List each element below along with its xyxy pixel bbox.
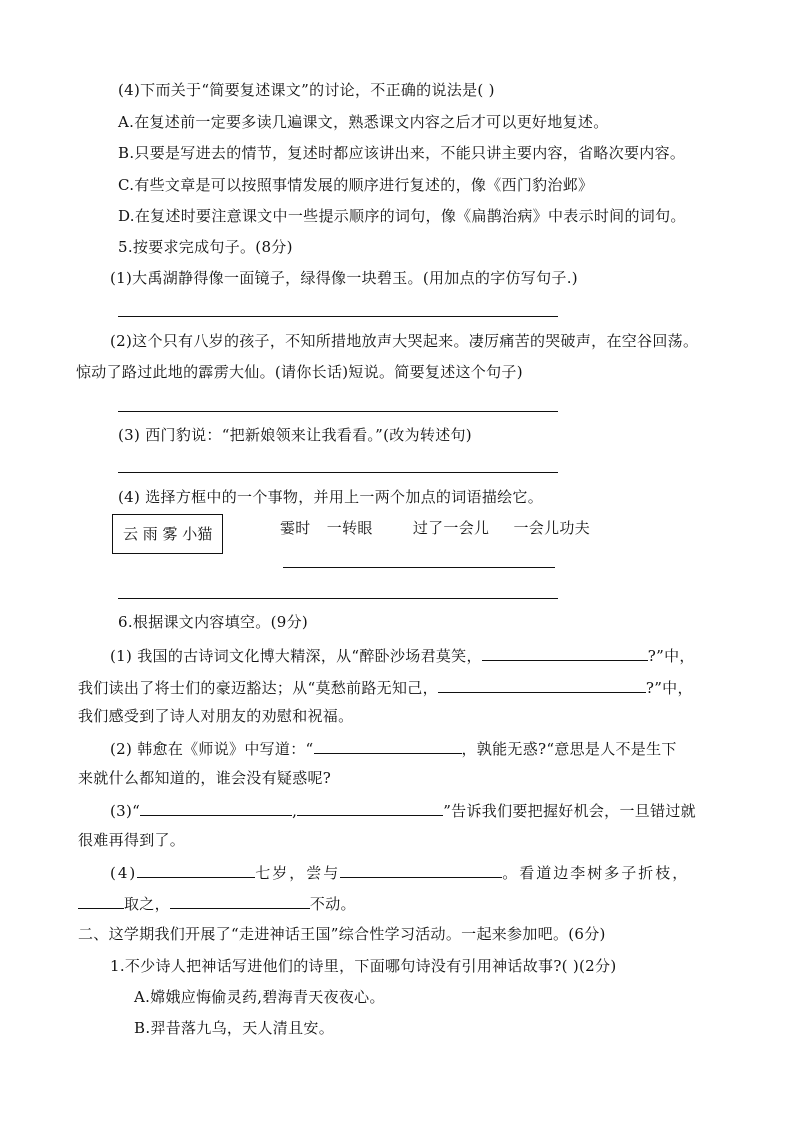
q6-p4-text-b: 七岁，尝与 bbox=[255, 864, 341, 882]
q5-sentence-1: (1)大禹湖静得像一面镜子，绿得像一块碧玉。(用加点的字仿写句子.) bbox=[110, 269, 578, 287]
q6-p4-text-e: 不动。 bbox=[309, 895, 356, 913]
blank-3[interactable] bbox=[314, 737, 462, 754]
part2-q1: 1.不少诗人把神话写进他们的诗里，下面哪句诗没有引用神话故事?( )(2分) bbox=[110, 957, 617, 975]
q6-p4-text-d: 取之， bbox=[124, 895, 170, 913]
part2-option-a: A.嫦娥应悔偷灵药,碧海青天夜夜心。 bbox=[134, 988, 385, 1006]
answer-line-4a[interactable] bbox=[283, 567, 555, 568]
answer-line-1[interactable] bbox=[118, 316, 558, 317]
answer-line-3[interactable] bbox=[118, 472, 558, 473]
blank-6[interactable] bbox=[137, 861, 255, 878]
phrase-3: 过了一会儿 bbox=[412, 519, 490, 537]
q5-sentence-4: (4) 选择方框中的一个事物，并用上一两个加点的词语描绘它。 bbox=[118, 488, 544, 506]
q5-sentence-2-line2: 惊动了路过此地的霹雳大仙。(请你长话)短说。简要复述这个句子) bbox=[76, 363, 523, 381]
q6-p3-line1 bbox=[110, 799, 696, 821]
q6-p4-text-a: (4) bbox=[110, 864, 138, 882]
blank-4[interactable] bbox=[140, 799, 292, 816]
answer-line-4b[interactable] bbox=[118, 598, 558, 599]
q6-p4-line1 bbox=[110, 861, 689, 883]
q6-p4-text-c: 。看道边李树多子折枝， bbox=[502, 864, 690, 882]
q4-option-c: C.有些文章是可以按照事情发展的顺序进行复述的，像《西门豹治邺》 bbox=[118, 176, 594, 194]
phrase-list bbox=[280, 518, 590, 538]
answer-line-2[interactable] bbox=[118, 411, 558, 412]
blank-9[interactable] bbox=[170, 892, 310, 909]
q6-p4-line2 bbox=[78, 892, 356, 914]
q4-option-b: B.只要是写进去的情节，复述时都应该讲出来，不能只讲主要内容，省略次要内容。 bbox=[118, 144, 686, 162]
q6-p3-text-a: (3)“ bbox=[110, 802, 141, 820]
part2-option-b: B.羿昔落九乌，天人清且安。 bbox=[134, 1019, 334, 1037]
q6-p1-line2 bbox=[78, 676, 693, 698]
q4-option-d: D.在复述时要注意课文中一些提示顺序的词句，像《扁鹊治病》中表示时间的词句。 bbox=[118, 207, 686, 225]
q6-p2-line2: 来就什么都知道的，谁会没有疑惑呢? bbox=[78, 769, 332, 787]
q4-option-a: A.在复述前一定要多读几遍课文，熟悉课文内容之后才可以更好地复述。 bbox=[118, 113, 609, 131]
phrase-4: 一会儿功夫 bbox=[513, 519, 591, 537]
q5-sentence-2-line1: (2)这个只有八岁的孩子，不知所措地放声大哭起来。凄厉痛苦的哭破声，在空谷回荡。 bbox=[110, 332, 699, 350]
q6-p1-text-a: (1) 我国的古诗词文化博大精深，从“醉卧沙场君莫笑， bbox=[110, 647, 482, 665]
q5-title: 5.按要求完成句子。(8分) bbox=[118, 238, 293, 256]
q6-title: 6.根据课文内容填空。(9分) bbox=[118, 613, 309, 631]
blank-7[interactable] bbox=[340, 861, 502, 878]
q6-p1-line1 bbox=[110, 644, 695, 666]
q6-p3-text-b: ”告诉我们要把握好机会，一旦错过就 bbox=[443, 802, 696, 820]
q4-stem: (4)下而关于“简要复述课文”的讨论，不正确的说法是( ) bbox=[118, 81, 495, 99]
q6-p1-line3: 我们感受到了诗人对朋友的劝慰和祝福。 bbox=[78, 707, 354, 725]
word-box: 云 雨 雾 小猫 bbox=[112, 514, 223, 554]
q6-p2-text-b: ，孰能无惑?“意思是人不是生下 bbox=[461, 740, 677, 758]
phrase-1: 霎时 bbox=[280, 519, 311, 537]
blank-1[interactable] bbox=[482, 644, 648, 661]
q6-p3-line2: 很难再得到了。 bbox=[78, 831, 186, 849]
q5-sentence-3: (3) 西门豹说：“把新娘领来让我看看。”(改为转述句) bbox=[118, 426, 472, 444]
q6-p2-text-a: (2) 韩愈在《师说》中写道：“ bbox=[110, 740, 314, 758]
blank-5[interactable] bbox=[297, 799, 443, 816]
blank-8[interactable] bbox=[78, 892, 124, 909]
part2-title: 二、这学期我们开展了“走进神话王国”综合性学习活动。一起来参加吧。(6分) bbox=[78, 925, 606, 943]
q6-p3-comma: , bbox=[292, 802, 298, 820]
q6-p2-line1 bbox=[110, 737, 677, 759]
q6-p1-text-d: ?”中， bbox=[645, 679, 693, 697]
q6-p1-text-b: ?”中， bbox=[647, 647, 695, 665]
q6-p1-text-c: 我们读出了将士们的豪迈豁达；从“莫愁前路无知己， bbox=[78, 679, 438, 697]
blank-2[interactable] bbox=[438, 676, 646, 693]
phrase-2: 一转眼 bbox=[326, 519, 373, 537]
